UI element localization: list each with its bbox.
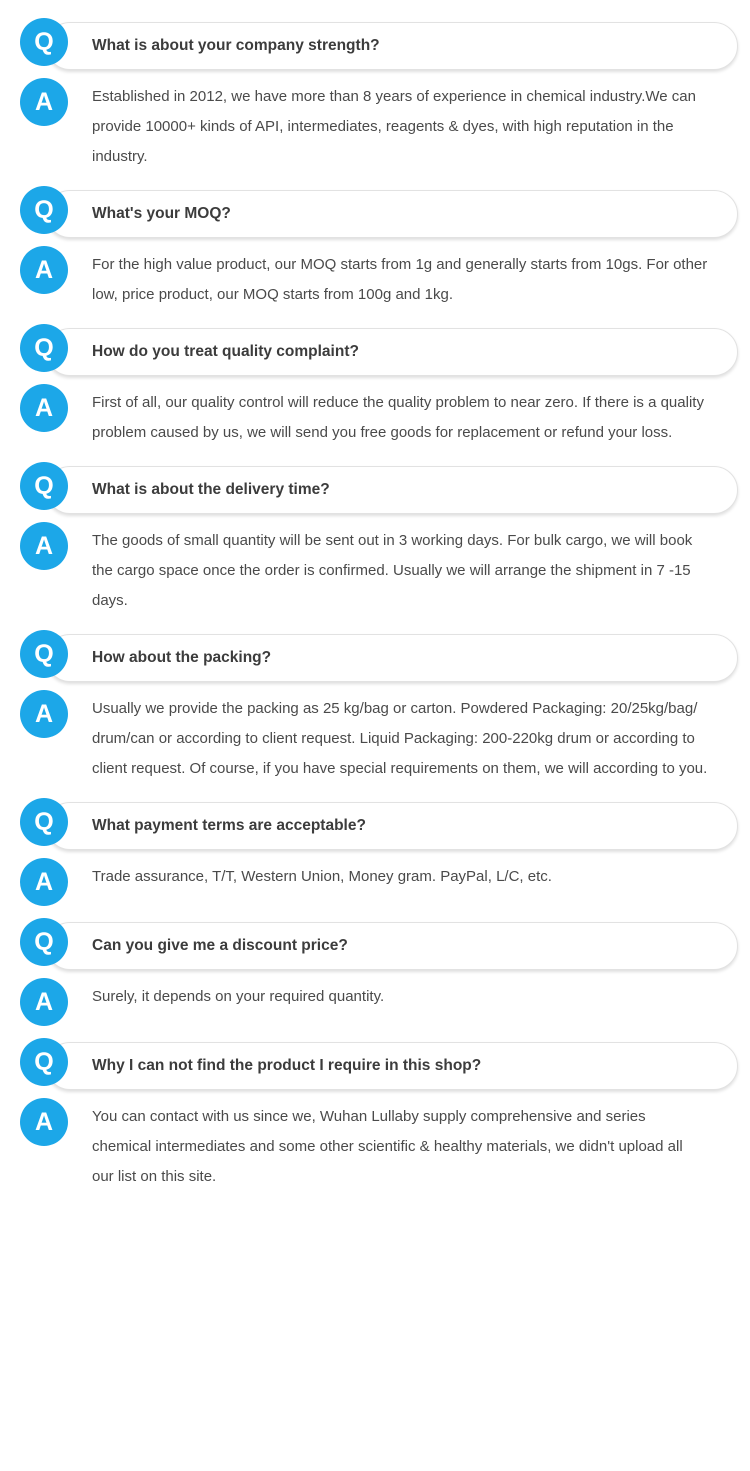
answer-badge-icon: A — [20, 690, 68, 738]
faq-answer-text: The goods of small quantity will be sent out in 3 working days. For bulk cargo, we will book the cargo space once the order is confirmed. Usually we will arrange the shipment in 7 -15 days. — [92, 532, 693, 609]
faq-answer-text: Established in 2012, we have more than 8 years of experience in chemical industry.We can provide 10000+ kinds of API, intermediates, reagents & dyes, with high reputation in the industry. — [92, 88, 696, 165]
faq-answer-text: For the high value product, our MOQ starts from 1g and generally starts from 10gs. For other low, price product, our MOQ starts from 100g and 1kg. — [92, 256, 708, 303]
faq-question-row[interactable] — [12, 186, 738, 242]
answer-badge-icon: A — [20, 978, 68, 1026]
faq-question-row[interactable] — [12, 18, 738, 74]
faq-answer-text: Trade assurance, T/T, Western Union, Money gram. PayPal, L/C, etc. — [92, 868, 552, 885]
faq-answer-text: You can contact with us since we, Wuhan Lullaby supply comprehensive and series chemical intermediates and some other scientific & healthy materials, we didn't upload all our list on this site. — [92, 1108, 683, 1185]
question-badge-icon: Q — [20, 918, 68, 966]
faq-item — [12, 798, 738, 914]
answer-badge-icon: A — [20, 246, 68, 294]
faq-answer-row — [12, 976, 738, 1034]
answer-badge-icon: A — [20, 384, 68, 432]
faq-item — [12, 324, 738, 458]
answer-badge-icon: A — [20, 522, 68, 570]
faq-question-text: Why I can not find the product I require in this shop? — [92, 1057, 482, 1074]
faq-question-text: What is about your company strength? — [92, 37, 380, 54]
question-badge-icon: Q — [20, 462, 68, 510]
faq-item — [12, 462, 738, 626]
faq-question-row[interactable] — [12, 918, 738, 974]
question-badge-icon: Q — [20, 18, 68, 66]
faq-answer-row — [12, 76, 738, 182]
question-badge-icon: Q — [20, 186, 68, 234]
faq-answer-row — [12, 688, 738, 794]
faq-question-text: Can you give me a discount price? — [92, 937, 348, 954]
faq-answer-row — [12, 244, 738, 320]
faq-question-text: How do you treat quality complaint? — [92, 343, 359, 360]
faq-question-row[interactable] — [12, 324, 738, 380]
faq-question-row[interactable] — [12, 462, 738, 518]
answer-badge-icon: A — [20, 78, 68, 126]
faq-answer-row — [12, 856, 738, 914]
faq-item — [12, 18, 738, 182]
faq-answer-text: Surely, it depends on your required quantity. — [92, 988, 385, 1005]
faq-question-row[interactable] — [12, 798, 738, 854]
question-badge-icon: Q — [20, 630, 68, 678]
faq-item — [12, 186, 738, 320]
faq-question-row[interactable] — [12, 630, 738, 686]
faq-item — [12, 1038, 738, 1202]
faq-question-row[interactable] — [12, 1038, 738, 1094]
answer-badge-icon: A — [20, 858, 68, 906]
faq-item — [12, 918, 738, 1034]
faq-item — [12, 630, 738, 794]
faq-question-text: How about the packing? — [92, 649, 272, 666]
question-badge-icon: Q — [20, 1038, 68, 1086]
answer-badge-icon: A — [20, 1098, 68, 1146]
question-badge-icon: Q — [20, 798, 68, 846]
faq-question-text: What payment terms are acceptable? — [92, 817, 366, 834]
faq-question-text: What is about the delivery time? — [92, 481, 330, 498]
faq-answer-text: Usually we provide the packing as 25 kg/bag or carton. Powdered Packaging: 20/25kg/bag/ drum/can or according to client request. Liquid Packaging: 200-220kg drum or according to client request. Of course, if you have special requirements on them, we will according to you. — [92, 700, 708, 777]
faq-question-text: What's your MOQ? — [92, 205, 231, 222]
faq-answer-text: First of all, our quality control will reduce the quality problem to near zero. If there is a quality problem caused by us, we will send you free goods for replacement or refund your loss. — [92, 394, 704, 441]
faq-answer-row — [12, 1096, 738, 1202]
faq-answer-row — [12, 520, 738, 626]
question-badge-icon: Q — [20, 324, 68, 372]
faq-answer-row — [12, 382, 738, 458]
